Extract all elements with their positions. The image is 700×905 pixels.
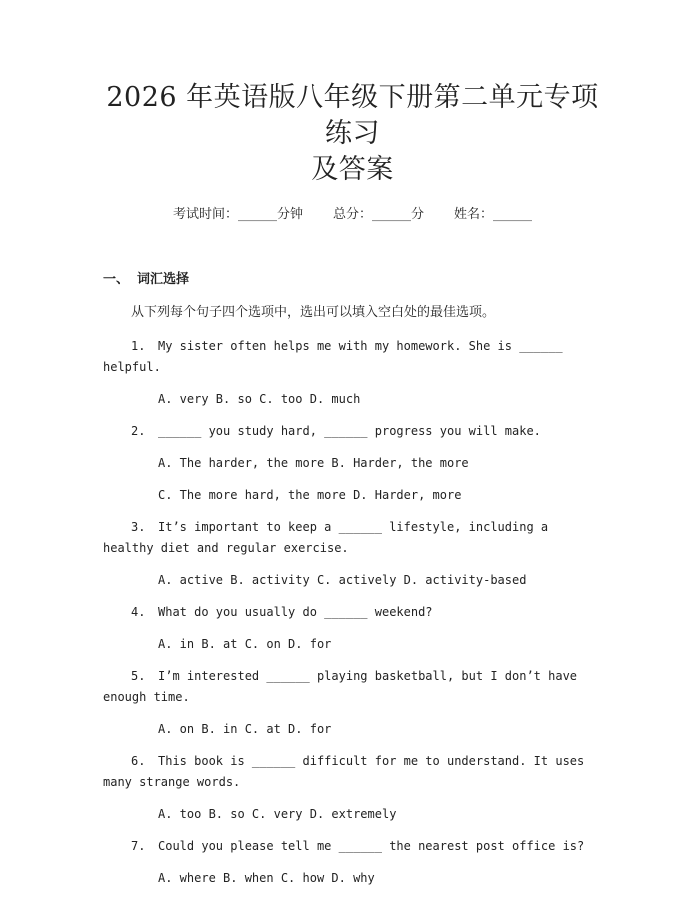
question-text: Could you please tell me ______ the nearest post office is? — [158, 839, 585, 853]
total-score: 总分：______分 — [332, 207, 424, 222]
question-item — [103, 602, 602, 623]
question-number: 2. — [131, 424, 146, 438]
answer-options: A. too B. so C. very D. extremely — [158, 807, 397, 821]
question-item — [103, 421, 602, 442]
question-item — [103, 517, 602, 559]
question-text: ______ you study hard, ______ progress you will make. — [158, 424, 541, 438]
section-number: 一、 — [103, 272, 130, 287]
answer-options: A. where B. when C. how D. why — [158, 871, 375, 885]
section-title: 词汇选择 — [137, 272, 190, 287]
question-number: 4. — [131, 605, 146, 619]
answer-options: A. The harder, the more B. Harder, the more — [158, 456, 469, 470]
question-number: 1. — [131, 339, 146, 353]
question-item — [103, 666, 602, 708]
question-text: What do you usually do ______ weekend? — [158, 605, 433, 619]
question-text: My sister often helps me with my homework. She is ______ helpful. — [103, 339, 563, 374]
section-heading — [103, 271, 602, 289]
answer-options: A. active B. activity C. actively D. activity-based — [158, 573, 527, 587]
exam-time: 考试时间：______分钟 — [172, 207, 303, 222]
question-number: 7. — [131, 839, 146, 853]
document-title — [103, 0, 602, 188]
section-instruction: 从下列每个句子四个选项中，选出可以填入空白处的最佳选项。 — [131, 305, 496, 320]
answer-options: C. The more hard, the more D. Harder, more — [158, 488, 462, 502]
student-name: 姓名：______ — [454, 207, 533, 222]
answer-options: A. in B. at C. on D. for — [158, 637, 332, 651]
question-item — [103, 836, 602, 857]
question-number: 3. — [131, 520, 146, 534]
question-text: It’s important to keep a ______ lifestyle, including a healthy diet and regular exercise. — [103, 520, 549, 555]
question-number: 5. — [131, 669, 146, 683]
question-text: I’m interested ______ playing basketball, but I don’t have enough time. — [103, 669, 578, 704]
title-line-2: 及答案 — [311, 154, 394, 185]
answer-options: A. very B. so C. too D. much — [158, 392, 361, 406]
exam-info — [103, 206, 602, 224]
question-text: This book is ______ difficult for me to understand. It uses many strange words. — [103, 754, 585, 789]
question-item — [103, 751, 602, 793]
answer-options: A. on B. in C. at D. for — [158, 722, 332, 736]
question-list — [103, 336, 602, 889]
question-number: 6. — [131, 754, 146, 768]
question-item — [103, 336, 602, 378]
title-line-1: 2026 年英语版八年级下册第二单元专项练习 — [106, 82, 599, 149]
